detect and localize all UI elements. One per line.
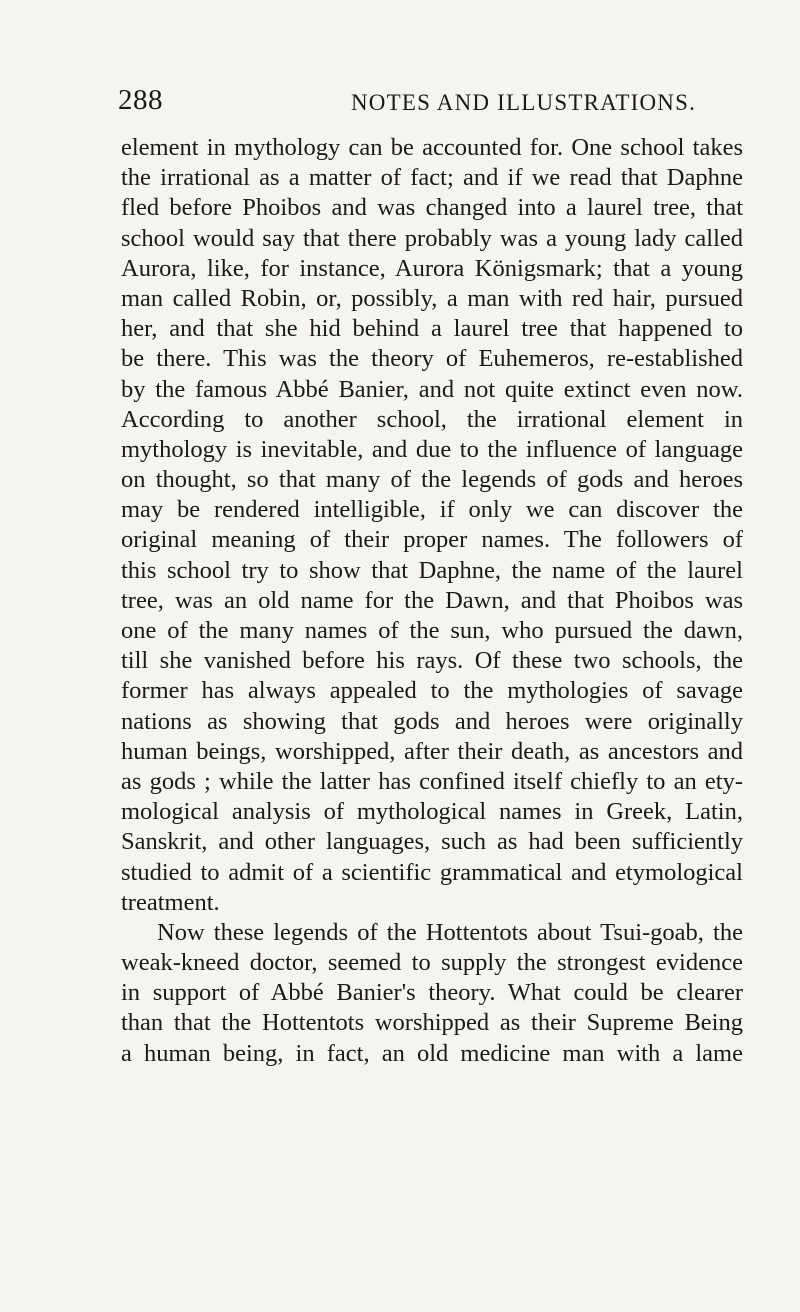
text-line: studied to admit of a scientific grammatical and etymological bbox=[121, 858, 743, 886]
text-line: school would say that there probably was a young lady called bbox=[121, 224, 743, 252]
text-line: nations as showing that gods and heroes were originally bbox=[121, 707, 743, 735]
page-number: 288 bbox=[118, 84, 163, 116]
text-line: tree, was an old name for the Dawn, and that Phoibos was bbox=[121, 586, 743, 614]
text-line: fled before Phoibos and was changed into a laurel tree, that bbox=[121, 194, 743, 222]
body-text bbox=[121, 133, 743, 1069]
text-line: man called Robin, or, possibly, a man with red hair, pursued bbox=[121, 284, 743, 312]
text-line: the irrational as a matter of fact; and if we read that Daphne bbox=[121, 164, 743, 192]
text-line: mythology is inevitable, and due to the influence of language bbox=[121, 435, 743, 463]
text-line: According to another school, the irrational element in bbox=[121, 405, 743, 433]
text-line: than that the Hottentots worshipped as their Supreme Being bbox=[121, 1009, 743, 1037]
text-line: Sanskrit, and other languages, such as had been sufficiently bbox=[121, 828, 743, 856]
text-line: human beings, worshipped, after their death, as ancestors and bbox=[121, 737, 743, 765]
text-line: in support of Abbé Banier's theory. What could be clearer bbox=[121, 979, 743, 1007]
text-line: as gods ; while the latter has confined itself chiefly to an ety- bbox=[121, 767, 743, 795]
text-line: by the famous Abbé Banier, and not quite extinct even now. bbox=[121, 375, 743, 403]
text-line: former has always appealed to the mythologies of savage bbox=[121, 677, 743, 705]
text-line: one of the many names of the sun, who pursued the dawn, bbox=[121, 617, 743, 644]
text-line: element in mythology can be accounted for. One school takes bbox=[121, 134, 743, 161]
text-line: weak-kneed doctor, seemed to supply the strongest evidence bbox=[121, 949, 743, 977]
text-line: original meaning of their proper names. The followers of bbox=[121, 526, 743, 554]
text-line: her, and that she hid behind a laurel tree that happened to bbox=[121, 315, 743, 343]
running-title: NOTES AND ILLUSTRATIONS. bbox=[351, 90, 697, 115]
text-line: be there. This was the theory of Euhemeros, re-established bbox=[121, 345, 743, 373]
text-line: mological analysis of mythological names in Greek, Latin, bbox=[121, 798, 743, 826]
text-line: Aurora, like, for instance, Aurora Königsmark; that a young bbox=[121, 254, 743, 282]
text-line: a human being, in fact, an old medicine man with a lame bbox=[121, 1039, 743, 1067]
text-line: treatment. bbox=[121, 888, 220, 916]
text-line: till she vanished before his rays. Of these two schools, the bbox=[121, 647, 743, 675]
text-line: on thought, so that many of the legends of gods and heroes bbox=[121, 466, 743, 494]
running-head bbox=[118, 84, 730, 124]
text-line: this school try to show that Daphne, the name of the laurel bbox=[121, 556, 743, 584]
text-line: may be rendered intelligible, if only we can discover the bbox=[121, 496, 743, 524]
text-line: Now these legends of the Hottentots about Tsui-goab, the bbox=[157, 918, 743, 946]
